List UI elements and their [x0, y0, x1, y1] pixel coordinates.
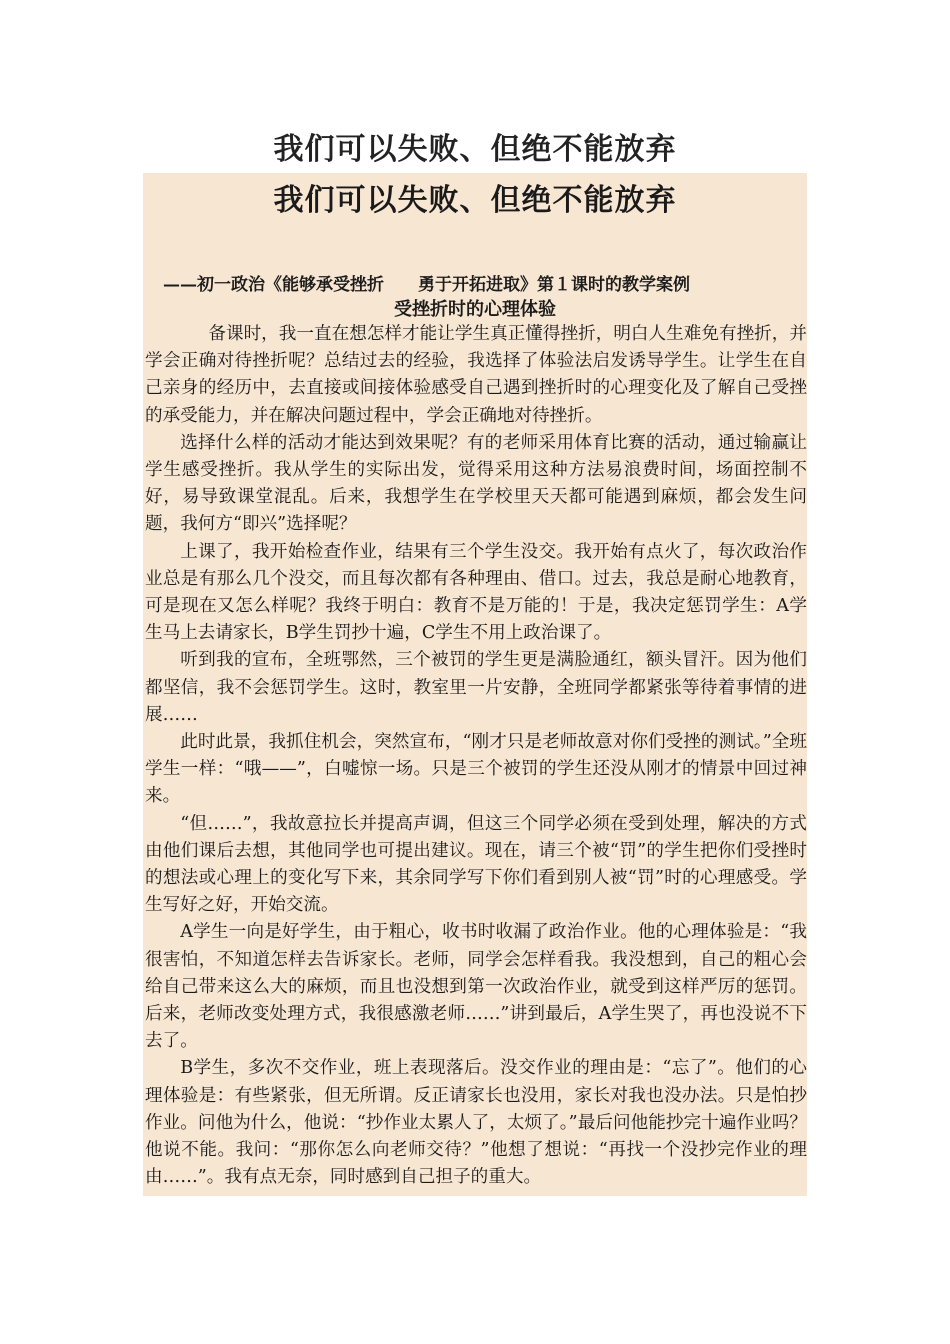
page-title: 我们可以失败、但绝不能放弃 — [273, 132, 677, 167]
section-heading: 受挫折时的心理体验 — [394, 299, 556, 320]
article-block — [143, 173, 807, 1196]
paragraph: 备课时，我一直在想怎样才能让学生真正懂得挫折，明白人生难免有挫折，并学会正确对待挫折呢？总结过去的经验，我选择了体验法启发诱导学生。让学生在自己亲身的经历中，去直接或间接体验感受自己遇到挫折时的心理变化及了解自己受挫的承受能力，并在解决问题过程中，学会正确地对待挫折。 — [145, 324, 807, 426]
paragraph: 选择什么样的活动才能达到效果呢？有的老师采用体育比赛的活动，通过输赢让学生感受挫折。我从学生的实际出发，觉得采用这种方法易浪费时间，场面控制不好，易导致课堂混乱。后来，我想学生在学校里天天都可能遇到麻烦，都会发生问题，我何方“即兴”选择呢？ — [145, 432, 807, 535]
article-title: 我们可以失败、但绝不能放弃 — [273, 183, 677, 218]
paragraph: “但……”，我故意拉长并提高声调，但这三个同学必须在受到处理，解决的方式由他们课后去想，其他同学也可提出建议。现在，请三个被“罚”的学生把你们受挫时的想法或心理上的变化写下来，其余同学写下你们看到别人被“罚”时的心理感受。学生写好之好，开始交流。 — [145, 813, 807, 916]
paragraph: A学生一向是好学生，由于粗心，收书时收漏了政治作业。他的心理体验是：“我很害怕，不知道怎样去告诉家长。老师，同学会怎样看我。我没想到，自己的粗心会给自己带来这么大的麻烦，而且也没想到第一次政治作业，就受到这样严厉的惩罚。后来，老师改变处理方式，我很感激老师……”讲到最后，A学生哭了，再也没说不下去了。 — [145, 922, 807, 1052]
paragraph: 听到我的宣布，全班鄂然，三个被罚的学生更是满脸通红，额头冒汗。因为他们都坚信，我不会惩罚学生。这时，教室里一片安静，全班同学都紧张等待着事情的进展…… — [145, 650, 807, 725]
paragraph: B学生，多次不交作业，班上表现落后。没交作业的理由是：“忘了”。他们的心理体验是：有些紧张，但无所谓。反正请家长也没用，家长对我也没办法。只是怕抄作业。问他为什么，他说：“抄作业太累人了，太烦了。”最后问他能抄完十遍作业吗？他说不能。我问：“那你怎么向老师交待？”他想了想说：“再找一个没抄完作业的理由……”。我有点无奈，同时感到自己担子的重大。 — [145, 1058, 807, 1188]
article-subtitle: ——初一政治《能够承受挫折 勇于开拓进取》第１课时的教学案例 — [163, 275, 690, 295]
paragraph: 上课了，我开始检查作业，结果有三个学生没交。我开始有点火了，每次政治作业总是有那么几个没交，而且每次都有各种理由、借口。过去，我总是耐心地教育，可是现在又怎么样呢？我终于明白：教育不是万能的！于是，我决定惩罚学生：A学生马上去请家长，B学生罚抄十遍，C学生不用上政治课了。 — [145, 541, 807, 644]
paragraph: 此时此景，我抓住机会，突然宣布，“刚才只是老师故意对你们受挫的测试。”全班学生一样：“哦——”，白嘘惊一场。只是三个被罚的学生还没从刚才的情景中回过神来。 — [145, 732, 807, 807]
article-body — [145, 321, 807, 1192]
